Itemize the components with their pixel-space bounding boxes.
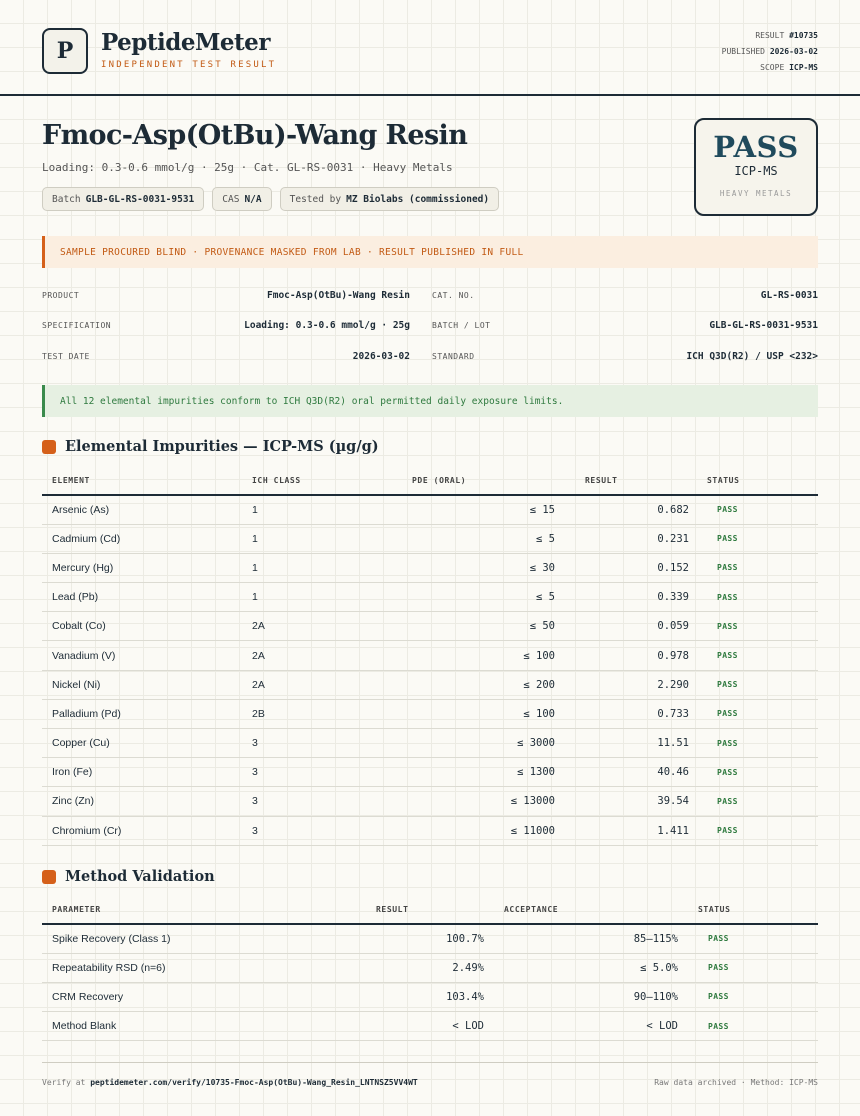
result-value: 0.682 [575,495,697,524]
product-title: Fmoc-Asp(OtBu)-Wang Resin [42,120,468,151]
result-value: 0.339 [575,583,697,612]
table-row [42,758,818,787]
result-value: 2.290 [575,670,697,699]
product-chips [42,187,499,211]
report-footer [42,1062,818,1102]
ich-class: 2B [242,699,402,728]
result-value: 40.46 [575,758,697,787]
validation-table [42,896,818,1041]
table-header-row [42,467,818,495]
ich-class: 1 [242,524,402,553]
tested-by-chip: Tested by MZ Biolabs (commissioned) [280,187,499,211]
table-header-row [42,896,818,924]
report-meta [722,28,818,76]
status-badge: PASS [697,495,818,524]
pde-limit: ≤ 3000 [402,729,575,758]
element-name: Copper (Cu) [42,729,242,758]
status-badge: PASS [697,553,818,582]
product-subtitle: Loading: 0.3-0.6 mmol/g · 25g · Cat. GL-RS-0031 · Heavy Metals [42,161,453,174]
meta-result: RESULT #10735 [755,31,818,40]
status-badge: PASS [688,982,818,1011]
status-badge: PASS [688,953,818,982]
meta-published: PUBLISHED 2026-03-02 [721,47,818,56]
element-name: Cobalt (Co) [42,612,242,641]
col-header: ELEMENT [42,467,242,495]
ich-class: 1 [242,583,402,612]
info-label: TEST DATE [42,351,90,361]
pde-limit: ≤ 1300 [402,758,575,787]
element-name: Palladium (Pd) [42,699,242,728]
meta-scope: SCOPE ICP-MS [760,63,818,72]
table-row [42,524,818,553]
ich-class: 2A [242,641,402,670]
result-value: 0.978 [575,641,697,670]
col-header: PDE (ORAL) [402,467,575,495]
pde-limit: ≤ 200 [402,670,575,699]
info-value: Loading: 0.3-0.6 mmol/g · 25g [244,320,410,332]
pde-limit: ≤ 5 [402,583,575,612]
pde-limit: ≤ 50 [402,612,575,641]
info-label: STANDARD [432,351,475,361]
cas-chip: CAS N/A [212,187,271,211]
parameter-name: Spike Recovery (Class 1) [42,924,366,953]
element-name: Arsenic (As) [42,495,242,524]
info-value: GL-RS-0031 [760,289,818,301]
result-value: 0.733 [575,699,697,728]
result-value: 1.411 [575,816,697,845]
status-badge: PASS [697,729,818,758]
impurities-table [42,467,818,846]
product-info-grid [42,280,818,372]
element-name: Lead (Pb) [42,583,242,612]
acceptance-criteria: ≤ 5.0% [494,953,688,982]
batch-chip: Batch GLB-GL-RS-0031-9531 [42,187,204,211]
brand-logo: P [42,28,88,74]
element-name: Chromium (Cr) [42,816,242,845]
element-name: Iron (Fe) [42,758,242,787]
ich-class: 3 [242,729,402,758]
acceptance-criteria: 85–115% [494,924,688,953]
status-badge: PASS [697,699,818,728]
validation-body [42,924,818,1041]
badge-verdict: PASS [713,130,799,164]
section-marker-icon [42,870,56,884]
element-name: Mercury (Hg) [42,553,242,582]
col-header: RESULT [366,896,494,924]
element-name: Cadmium (Cd) [42,524,242,553]
brand-tagline: INDEPENDENT TEST RESULT [101,60,277,70]
badge-method: ICP-MS [734,164,778,178]
brand-name: PeptideMeter [101,29,270,56]
table-row [42,583,818,612]
ich-class: 2A [242,612,402,641]
table-row [42,787,818,816]
ich-class: 1 [242,553,402,582]
pde-limit: ≤ 15 [402,495,575,524]
result-value: 0.152 [575,553,697,582]
result-value: 0.059 [575,612,697,641]
provenance-notice: SAMPLE PROCURED BLIND · PROVENANCE MASKED FROM LAB · RESULT PUBLISHED IN FULL [42,236,818,268]
result-value: 0.231 [575,524,697,553]
table-row [42,816,818,845]
info-value: ICH Q3D(R2) / USP <232> [686,350,818,362]
result-value: 2.49% [366,953,494,982]
status-badge: PASS [697,612,818,641]
info-value: Fmoc-Asp(OtBu)-Wang Resin [267,289,410,301]
pde-limit: ≤ 100 [402,699,575,728]
pde-limit: ≤ 30 [402,553,575,582]
table-row [42,924,818,953]
pde-limit: ≤ 5 [402,524,575,553]
footer-archive-note: Raw data archived · Method: ICP-MS [654,1078,818,1087]
info-row [42,341,818,372]
ich-class: 3 [242,816,402,845]
col-header: PARAMETER [42,896,366,924]
status-badge: PASS [688,1012,818,1041]
status-badge: PASS [697,524,818,553]
parameter-name: Repeatability RSD (n=6) [42,953,366,982]
impurities-heading: Elemental Impurities — ICP-MS (µg/g) [42,438,379,455]
table-row [42,670,818,699]
col-header: STATUS [697,467,818,495]
pde-limit: ≤ 13000 [402,787,575,816]
info-value: 2026-03-02 [352,350,410,362]
table-row [42,729,818,758]
status-badge: PASS [697,787,818,816]
status-badge: PASS [697,583,818,612]
ich-class: 3 [242,758,402,787]
table-row [42,641,818,670]
table-row [42,982,818,1011]
parameter-name: Method Blank [42,1012,366,1041]
col-header: ICH CLASS [242,467,402,495]
acceptance-criteria: < LOD [494,1012,688,1041]
element-name: Vanadium (V) [42,641,242,670]
section-marker-icon [42,440,56,454]
table-row [42,953,818,982]
info-label: BATCH / LOT [432,321,491,331]
conformance-notice: All 12 elemental impurities conform to ICH Q3D(R2) oral permitted daily exposure limits. [42,385,818,417]
pde-limit: ≤ 11000 [402,816,575,845]
status-badge: PASS [697,758,818,787]
ich-class: 2A [242,670,402,699]
info-label: CAT. NO. [432,290,475,300]
report-header [0,0,860,96]
status-badge: PASS [697,816,818,845]
status-badge: PASS [697,670,818,699]
verify-link[interactable]: peptidemeter.com/verify/10735-Fmoc-Asp(OtBu)-Wang_Resin_LNTNSZ5VV4WT [90,1078,418,1087]
element-name: Zinc (Zn) [42,787,242,816]
status-badge: PASS [697,641,818,670]
info-label: PRODUCT [42,290,80,300]
ich-class: 3 [242,787,402,816]
col-header: RESULT [575,467,697,495]
table-row [42,553,818,582]
table-row [42,699,818,728]
table-row [42,495,818,524]
col-header: ACCEPTANCE [494,896,688,924]
table-row [42,1012,818,1041]
table-row [42,612,818,641]
validation-heading: Method Validation [42,868,215,885]
pass-badge [694,118,818,216]
pde-limit: ≤ 100 [402,641,575,670]
result-value: < LOD [366,1012,494,1041]
ich-class: 1 [242,495,402,524]
info-row [42,311,818,342]
result-value: 100.7% [366,924,494,953]
verify-text: Verify at peptidemeter.com/verify/10735-Fmoc-Asp(OtBu)-Wang_Resin_LNTNSZ5VV4WT [42,1078,418,1087]
result-value: 11.51 [575,729,697,758]
result-value: 39.54 [575,787,697,816]
parameter-name: CRM Recovery [42,982,366,1011]
result-value: 103.4% [366,982,494,1011]
col-header: STATUS [688,896,818,924]
info-label: SPECIFICATION [42,321,112,331]
info-row [42,280,818,311]
impurities-body [42,495,818,845]
acceptance-criteria: 90–110% [494,982,688,1011]
status-badge: PASS [688,924,818,953]
badge-category: HEAVY METALS [719,189,793,198]
element-name: Nickel (Ni) [42,670,242,699]
info-value: GLB-GL-RS-0031-9531 [709,320,818,332]
